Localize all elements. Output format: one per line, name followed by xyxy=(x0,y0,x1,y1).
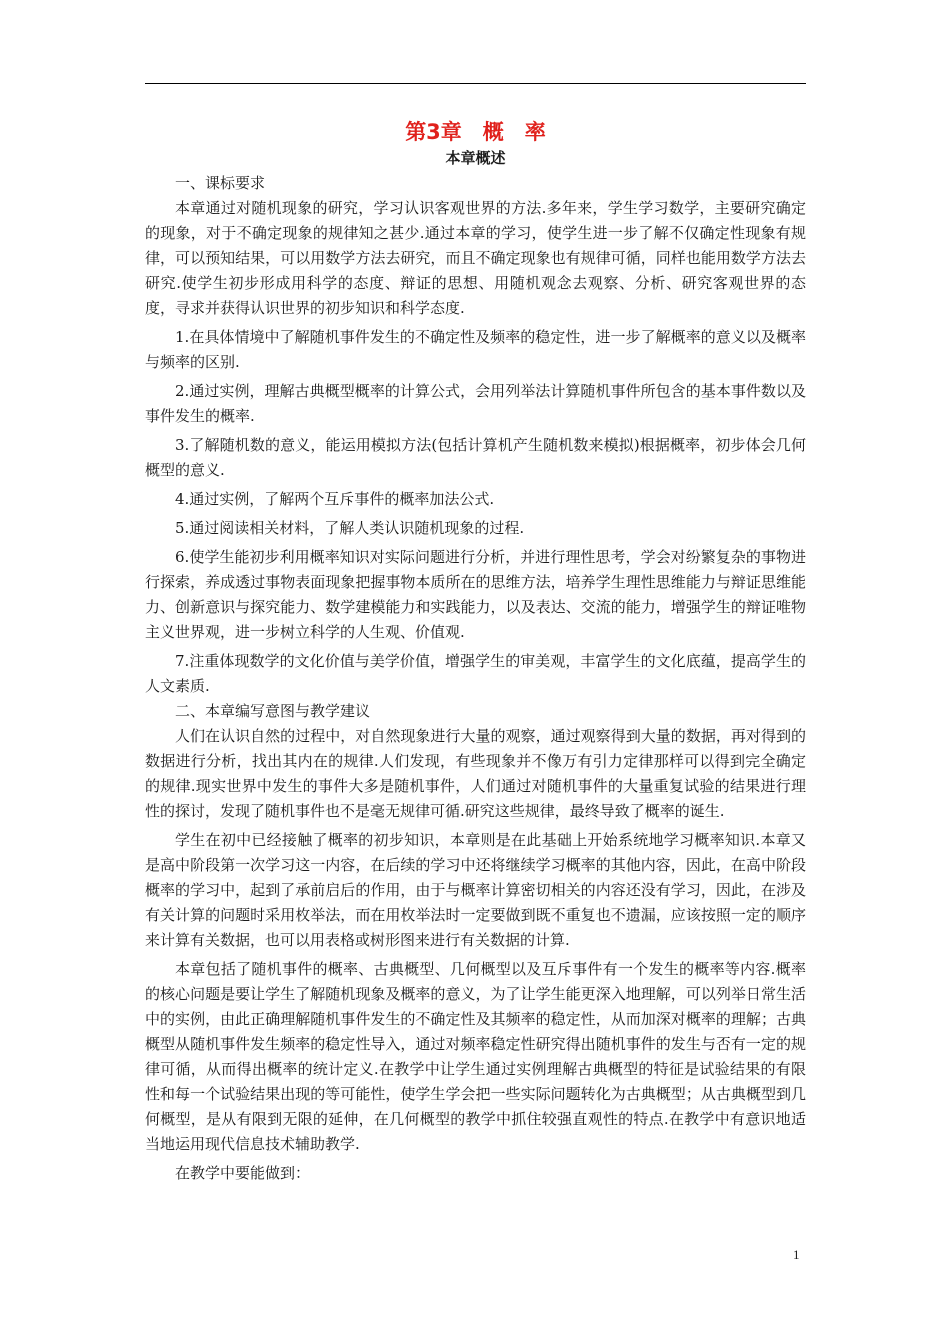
section2-paragraph-4: 在教学中要能做到： xyxy=(175,1164,311,1182)
requirement-item-2: 2.通过实例，理解古典概型概率的计算公式，会用列举法计算随机事件所包含的基本事件数以及事件发生的概率. xyxy=(145,382,806,425)
requirement-item-1: 1.在具体情境中了解随机事件发生的不确定性及频率的稳定性，进一步了解概率的意义以及概率与频率的区别. xyxy=(145,328,806,371)
section2-paragraph-2: 学生在初中已经接触了概率的初步知识，本章则是在此基础上开始系统地学习概率知识.本章又是高中阶段第一次学习这一内容，在后续的学习中还将继续学习概率的其他内容，因此，在高中阶段概率的学习中，起到了承前启后的作用，由于与概率计算密切相关的内容还没有学习，因此，在涉及有关计算的问题时采用枚举法，而在用枚举法时一定要做到既不重复也不遗漏，应该按照一定的顺序来计算有关数据，也可以用表格或树形图来进行有关数据的计算. xyxy=(145,831,806,949)
requirement-item-3: 3.了解随机数的意义，能运用模拟方法(包括计算机产生随机数来模拟)根据概率，初步体会几何概型的意义. xyxy=(145,436,806,479)
section-heading-intent: 二、本章编写意图与教学建议 xyxy=(175,702,371,720)
requirement-item-5: 5.通过阅读相关材料，了解人类认识随机现象的过程. xyxy=(175,519,525,537)
page-number: 1 xyxy=(793,1247,800,1262)
header-rule xyxy=(145,83,806,84)
chapter-subtitle: 本章概述 xyxy=(445,149,506,167)
requirement-item-4: 4.通过实例，了解两个互斥事件的概率加法公式. xyxy=(175,490,495,508)
section1-intro-paragraph: 本章通过对随机现象的研究，学习认识客观世界的方法.多年来，学生学习数学，主要研究确定的现象，对于不确定现象的规律知之甚少.通过本章的学习，使学生进一步了解不仅确定性现象有规律，可以预知结果，可以用数学方法去研究，而且不确定现象也有规律可循，同样也能用数学方法去研究.使学生初步形成用科学的态度、辩证的思想、用随机观念去观察、分析、研究客观世界的态度，寻求并获得认识世界的初步知识和科学态度. xyxy=(145,199,806,317)
chapter-title: 第3章 概 率 xyxy=(405,120,546,144)
section-heading-requirements: 一、课标要求 xyxy=(175,174,266,192)
requirement-item-7: 7.注重体现数学的文化价值与美学价值，增强学生的审美观，丰富学生的文化底蕴，提高学生的人文素质. xyxy=(145,652,806,695)
section2-paragraph-1: 人们在认识自然的过程中，对自然现象进行大量的观察，通过观察得到大量的数据，再对得到的数据进行分析，找出其内在的规律.人们发现，有些现象并不像万有引力定律那样可以得到完全确定的规律.现实世界中发生的事件大多是随机事件，人们通过对随机事件的大量重复试验的结果进行理性的探讨，发现了随机事件也不是毫无规律可循.研究这些规律，最终导致了概率的诞生. xyxy=(145,727,806,820)
section2-paragraph-3: 本章包括了随机事件的概率、古典概型、几何概型以及互斥事件有一个发生的概率等内容.概率的核心问题是要让学生了解随机现象及概率的意义，为了让学生能更深入地理解，可以列举日常生活中的实例，由此正确理解随机事件发生的不确定性及其频率的稳定性，从而加深对概率的理解；古典概型从随机事件发生频率的稳定性导入，通过对频率稳定性研究得出随机事件的发生与否有一定的规律可循，从而得出概率的统计定义.在教学中让学生通过实例理解古典概型的特征是试验结果的有限性和每一个试验结果出现的等可能性，使学生学会把一些实际问题转化为古典概型；从古典概型到几何概型，是从有限到无限的延伸，在几何概型的教学中抓住较强直观性的特点.在教学中有意识地适当地运用现代信息技术辅助教学. xyxy=(145,960,806,1153)
document-body xyxy=(145,117,806,1186)
requirement-item-6: 6.使学生能初步利用概率知识对实际问题进行分析，并进行理性思考，学会对纷繁复杂的事物进行探索，养成透过事物表面现象把握事物本质所在的思维方法，培养学生理性思维能力与辩证思维能力、创新意识与探究能力、数学建模能力和实践能力，以及表达、交流的能力，增强学生的辩证唯物主义世界观，进一步树立科学的人生观、价值观. xyxy=(145,548,806,641)
